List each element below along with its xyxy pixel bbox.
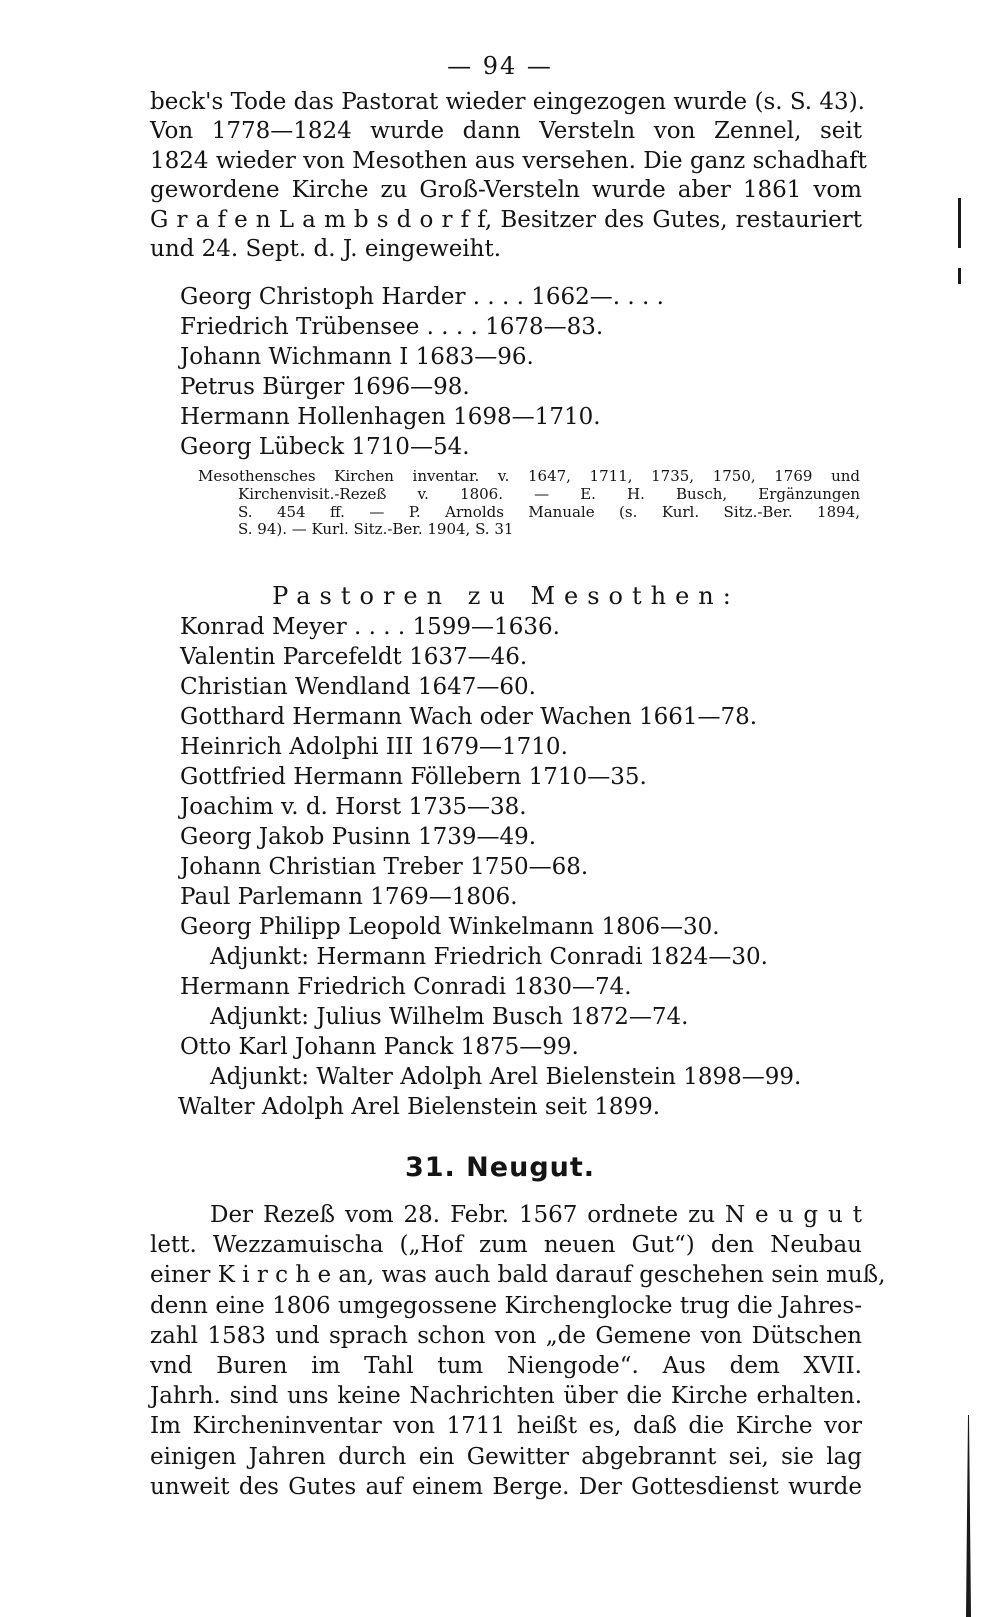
list-item: Joachim v. d. Horst 1735—38. [180,794,527,820]
list-item: Johann Christian Treber 1750—68. [180,854,589,880]
sources-line: Mesothensches Kirchen inventar. v. 1647, 1711, 1735, 1750, 1769 und [198,467,860,485]
list-item: Georg Philipp Leopold Winkelmann 1806—30. [180,914,720,940]
intro-paragraph [150,88,867,264]
scan-edge-mark [966,1415,971,1617]
list-item: Valentin Parcefeldt 1637—46. [180,644,528,670]
list-item: Johann Wichmann I 1683—96. [180,344,534,370]
list-item: Hermann Friedrich Conradi 1830—74. [180,974,632,1000]
list-item: Walter Adolph Arel Bielenstein seit 1899. [178,1094,661,1120]
list-item: Otto Karl Johann Panck 1875—99. [180,1034,579,1060]
mesothen-heading: Pastoren zu Mesothen: [272,582,740,610]
versteln-pastor-list [180,282,860,462]
list-item: Petrus Bürger 1696—98. [180,374,470,400]
section-line: Im Kircheninventar von 1711 heißt es, daß die Kirche vor [150,1413,862,1440]
list-item: Friedrich Trübensee . . . . 1678—83. [180,314,604,340]
list-item: Gottfried Hermann Föllebern 1710—35. [180,764,647,790]
section-line: unweit des Gutes auf einem Berge. Der Gottesdienst wurde [150,1473,862,1500]
sources-line: S. 94). — Kurl. Sitz.-Ber. 1904, S. 31 [238,520,514,539]
intro-line: Von 1778—1824 wurde dann Versteln von Zennel, seit [150,118,862,145]
list-item: Georg Christoph Harder . . . . 1662—. . . . [180,284,664,310]
section-line: lett. Wezzamuischa („Hof zum neuen Gut“) den Neubau [150,1232,862,1259]
list-item-adjunct: Adjunkt: Julius Wilhelm Busch 1872—74. [210,1004,689,1030]
list-item: Konrad Meyer . . . . 1599—1636. [180,614,560,640]
list-item: Christian Wendland 1647—60. [180,674,536,700]
list-item: Hermann Hollenhagen 1698—1710. [180,404,601,430]
section-line: denn eine 1806 umgegossene Kirchenglocke trug die Jahres- [150,1292,862,1319]
sources-line: S. 454 ff. — P. Arnolds Manuale (s. Kurl. Sitz.-Ber. 1894, [238,502,860,521]
section-line: zahl 1583 und sprach schon von „de Gemene von Dütschen [150,1322,862,1349]
list-item: Georg Jakob Pusinn 1739—49. [180,824,537,850]
mesothen-pastor-list [180,612,860,1122]
section-paragraph [150,1200,886,1502]
section-line: einer K i r c h e an, was auch bald darauf geschehen sein muß, [150,1262,886,1289]
intro-line: G r a f e n L a m b s d o r f f, Besitzer des Gutes, restauriert [150,206,862,233]
intro-line: gewordene Kirche zu Groß-Versteln wurde aber 1861 vom [150,177,862,204]
list-item: Georg Lübeck 1710—54. [180,434,470,460]
sources-note [198,468,860,539]
page-number: — 94 — [447,52,553,80]
intro-line: 1824 wieder von Mesothen aus versehen. Die ganz schadhaft [150,147,867,174]
intro-line: und 24. Sept. d. J. eingeweiht. [150,236,502,263]
scan-margin-mark [958,268,961,284]
section-line: einigen Jahren durch ein Gewitter abgebrannt sei, sie lag [150,1443,862,1470]
sources-line: Kirchenvisit.-Rezeß v. 1806. — E. H. Busch, Ergänzungen [238,484,860,503]
list-item: Heinrich Adolphi III 1679—1710. [180,734,568,760]
list-item-adjunct: Adjunkt: Hermann Friedrich Conradi 1824—30. [210,944,768,970]
list-item: Gotthard Hermann Wach oder Wachen 1661—78. [180,704,758,730]
section-line: Der Rezeß vom 28. Febr. 1567 ordnete zu N e u g u t [210,1202,862,1228]
list-item: Paul Parlemann 1769—1806. [180,884,518,910]
section-line: Jahrh. sind uns keine Nachrichten über die Kirche erhalten. [150,1383,862,1410]
list-item-adjunct: Adjunkt: Walter Adolph Arel Bielenstein 1898—99. [210,1064,802,1090]
section-line: vnd Buren im Tahl tum Niengode“. Aus dem XVII. [150,1353,862,1380]
intro-line: beck's Tode das Pastorat wieder eingezogen wurde (s. S. 43). [150,89,865,115]
scan-margin-mark [958,198,961,248]
section-title: 31. Neugut. [404,1152,596,1183]
